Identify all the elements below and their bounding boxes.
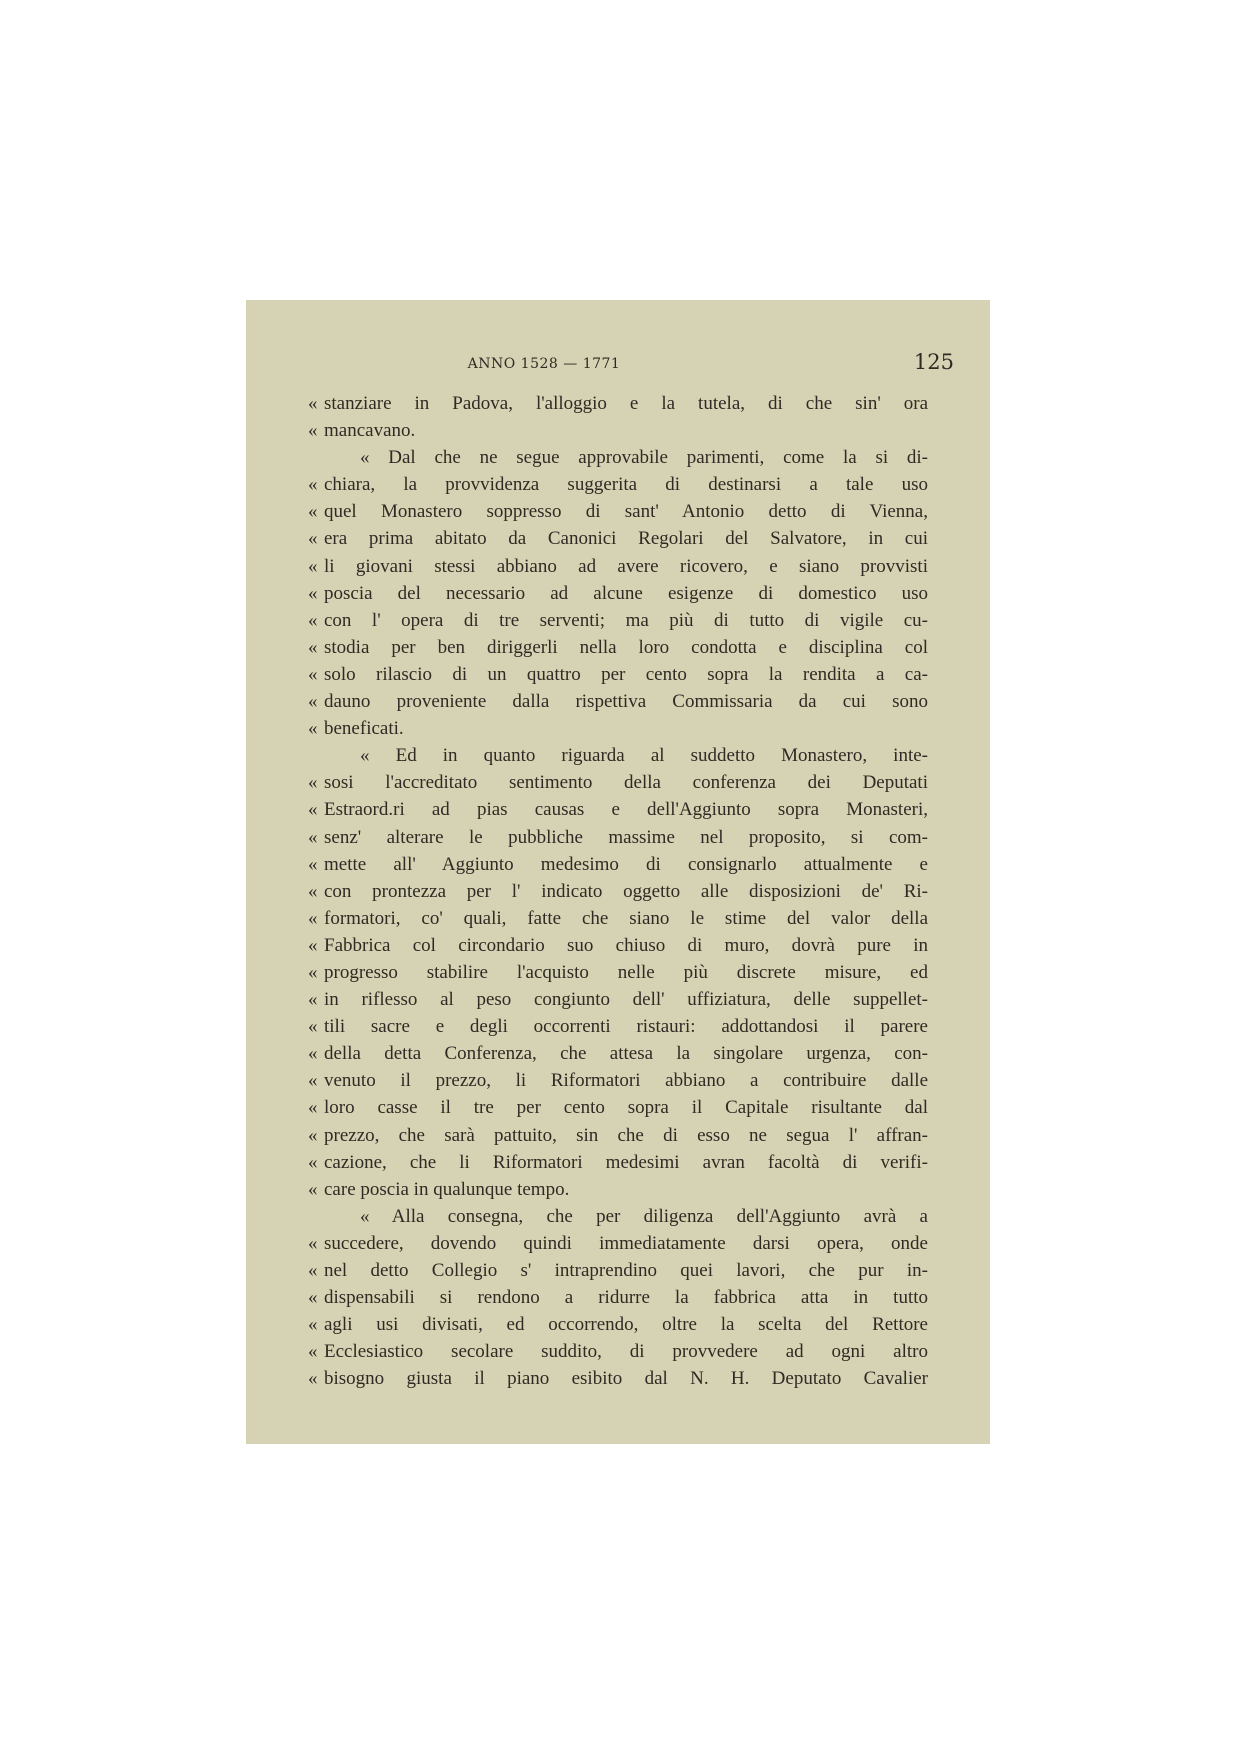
text-line bbox=[308, 688, 928, 715]
text-line bbox=[308, 905, 928, 932]
line-text: Fabbrica col circondario suo chiuso di muro, dovrà pure in bbox=[324, 934, 928, 956]
running-title: ANNO 1528 — 1771 bbox=[467, 356, 621, 372]
text-line bbox=[308, 769, 928, 796]
line-text: dauno proveniente dalla rispettiva Commissaria da cui sono bbox=[324, 691, 928, 713]
line-text: solo rilascio di un quattro per cento sopra la rendita a ca- bbox=[324, 663, 928, 685]
text-line bbox=[308, 417, 928, 444]
quote-mark: « bbox=[308, 1124, 318, 1146]
line-text: « Ed in quanto riguarda al suddetto Monastero, inte- bbox=[360, 745, 928, 767]
text-line bbox=[308, 444, 928, 471]
line-text: « Dal che ne segue approvabile parimenti, come la si di- bbox=[360, 447, 928, 469]
quote-mark: « bbox=[308, 989, 318, 1011]
quote-mark: « bbox=[308, 1232, 318, 1254]
text-line bbox=[308, 851, 928, 878]
text-line bbox=[308, 634, 928, 661]
quote-mark: « bbox=[308, 1341, 318, 1363]
text-line bbox=[308, 932, 928, 959]
text-line bbox=[308, 796, 928, 823]
text-line bbox=[308, 1122, 928, 1149]
quote-mark: « bbox=[308, 1070, 318, 1092]
line-text: tili sacre e degli occorrenti ristauri: addottandosi il parere bbox=[324, 1016, 928, 1038]
line-text: venuto il prezzo, li Riformatori abbiano a contribuire dalle bbox=[324, 1070, 928, 1092]
quote-mark: « bbox=[308, 663, 318, 685]
quote-mark: « bbox=[308, 691, 318, 713]
quote-mark: « bbox=[308, 420, 318, 442]
quote-mark: « bbox=[308, 826, 318, 848]
quote-mark: « bbox=[308, 1043, 318, 1065]
line-text: bisogno giusta il piano esibito dal N. H. Deputato Cavalier bbox=[324, 1368, 928, 1390]
text-line bbox=[308, 742, 928, 769]
quote-mark: « bbox=[308, 636, 318, 658]
quote-mark: « bbox=[308, 1097, 318, 1119]
line-text: nel detto Collegio s' intraprendino quei lavori, che pur in- bbox=[324, 1260, 928, 1281]
line-text: Ecclesiastico secolare suddito, di provvedere ad ogni altro bbox=[324, 1341, 928, 1363]
line-text: succedere, dovendo quindi immediatamente darsi opera, onde bbox=[324, 1232, 928, 1254]
text-line bbox=[308, 1284, 928, 1311]
text-line bbox=[308, 1365, 928, 1392]
text-line bbox=[308, 1230, 928, 1257]
running-head bbox=[246, 350, 990, 378]
text-line bbox=[308, 661, 928, 688]
quote-mark: « bbox=[308, 501, 318, 523]
text-line bbox=[308, 824, 928, 851]
text-body bbox=[308, 390, 928, 1392]
text-line bbox=[308, 959, 928, 986]
page-number: 125 bbox=[913, 350, 954, 374]
quote-mark bbox=[308, 742, 324, 769]
text-line bbox=[308, 1311, 928, 1338]
line-text: poscia del necessario ad alcune esigenze di domestico uso bbox=[324, 582, 928, 604]
quote-mark: « bbox=[308, 1314, 318, 1336]
quote-mark: « bbox=[308, 799, 318, 821]
scanned-page bbox=[246, 300, 990, 1444]
text-line bbox=[308, 1176, 928, 1203]
line-text: in riflesso al peso congiunto dell' uffiziatura, delle suppellet- bbox=[324, 989, 928, 1011]
quote-mark: « bbox=[308, 1178, 318, 1200]
quote-mark: « bbox=[308, 1151, 318, 1173]
text-line bbox=[308, 986, 928, 1013]
text-line bbox=[308, 1094, 928, 1121]
line-text: prezzo, che sarà pattuito, sin che di esso ne segua l' affran- bbox=[324, 1124, 928, 1146]
line-text: con prontezza per l' indicato oggetto alle disposizioni de' Ri- bbox=[324, 880, 928, 902]
line-text: li giovani stessi abbiano ad avere ricovero, e siano provvisti bbox=[324, 555, 928, 577]
line-text: loro casse il tre per cento sopra il Capitale risultante dal bbox=[324, 1097, 928, 1119]
quote-mark bbox=[308, 444, 324, 471]
text-line bbox=[308, 1203, 928, 1230]
line-text: quel Monastero soppresso di sant' Antonio detto di Vienna, bbox=[324, 501, 928, 523]
text-line bbox=[308, 580, 928, 607]
quote-mark: « bbox=[308, 907, 318, 929]
line-text: agli usi divisati, ed occorrendo, oltre la scelta del Rettore bbox=[324, 1314, 928, 1336]
text-line bbox=[308, 715, 928, 742]
text-line bbox=[308, 878, 928, 905]
quote-mark: « bbox=[308, 474, 318, 496]
line-text: progresso stabilire l'acquisto nelle più discrete misure, ed bbox=[324, 961, 928, 983]
line-text: mancavano. bbox=[324, 420, 416, 442]
line-text: sosi l'accreditato sentimento della conferenza dei Deputati bbox=[324, 772, 928, 794]
quote-mark: « bbox=[308, 1016, 318, 1038]
text-line bbox=[308, 553, 928, 580]
quote-mark: « bbox=[308, 934, 318, 956]
quote-mark: « bbox=[308, 555, 318, 577]
line-text: beneficati. bbox=[324, 718, 404, 740]
line-text: chiara, la provvidenza suggerita di destinarsi a tale uso bbox=[324, 474, 928, 496]
line-text: era prima abitato da Canonici Regolari del Salvatore, in cui bbox=[324, 528, 928, 550]
text-line bbox=[308, 498, 928, 525]
text-line bbox=[308, 607, 928, 634]
line-text: con l' opera di tre serventi; ma più di tutto di vigile cu- bbox=[324, 609, 928, 631]
quote-mark: « bbox=[308, 1368, 318, 1390]
quote-mark: « bbox=[308, 718, 318, 740]
text-line bbox=[308, 390, 928, 417]
line-text: senz' alterare le pubbliche massime nel proposito, si com- bbox=[324, 826, 928, 848]
line-text: stanziare in Padova, l'alloggio e la tutela, di che sin' ora bbox=[324, 393, 928, 414]
text-line bbox=[308, 1149, 928, 1176]
quote-mark: « bbox=[308, 772, 318, 794]
text-line bbox=[308, 1257, 928, 1284]
quote-mark bbox=[308, 1203, 324, 1230]
quote-mark: « bbox=[308, 1260, 318, 1281]
quote-mark: « bbox=[308, 1287, 318, 1309]
text-line bbox=[308, 1067, 928, 1094]
line-text: « Alla consegna, che per diligenza dell'Aggiunto avrà a bbox=[360, 1205, 928, 1227]
line-text: mette all' Aggiunto medesimo di consignarlo attualmente e bbox=[324, 853, 928, 875]
line-text: della detta Conferenza, che attesa la singolare urgenza, con- bbox=[324, 1043, 928, 1065]
quote-mark: « bbox=[308, 528, 318, 550]
line-text: stodia per ben diriggerli nella loro condotta e disciplina col bbox=[324, 636, 928, 658]
line-text: care poscia in qualunque tempo. bbox=[324, 1178, 570, 1200]
line-text: dispensabili si rendono a ridurre la fabbrica atta in tutto bbox=[324, 1287, 928, 1309]
quote-mark: « bbox=[308, 609, 318, 631]
quote-mark: « bbox=[308, 853, 318, 875]
quote-mark: « bbox=[308, 393, 318, 414]
quote-mark: « bbox=[308, 880, 318, 902]
text-line bbox=[308, 525, 928, 552]
quote-mark: « bbox=[308, 961, 318, 983]
line-text: cazione, che li Riformatori medesimi avran facoltà di verifi- bbox=[324, 1151, 928, 1173]
text-line bbox=[308, 471, 928, 498]
text-line bbox=[308, 1013, 928, 1040]
line-text: Estraord.ri ad pias causas e dell'Aggiunto sopra Monasteri, bbox=[324, 799, 928, 821]
text-line bbox=[308, 1040, 928, 1067]
line-text: formatori, co' quali, fatte che siano le stime del valor della bbox=[324, 907, 928, 929]
text-line bbox=[308, 1338, 928, 1365]
quote-mark: « bbox=[308, 582, 318, 604]
